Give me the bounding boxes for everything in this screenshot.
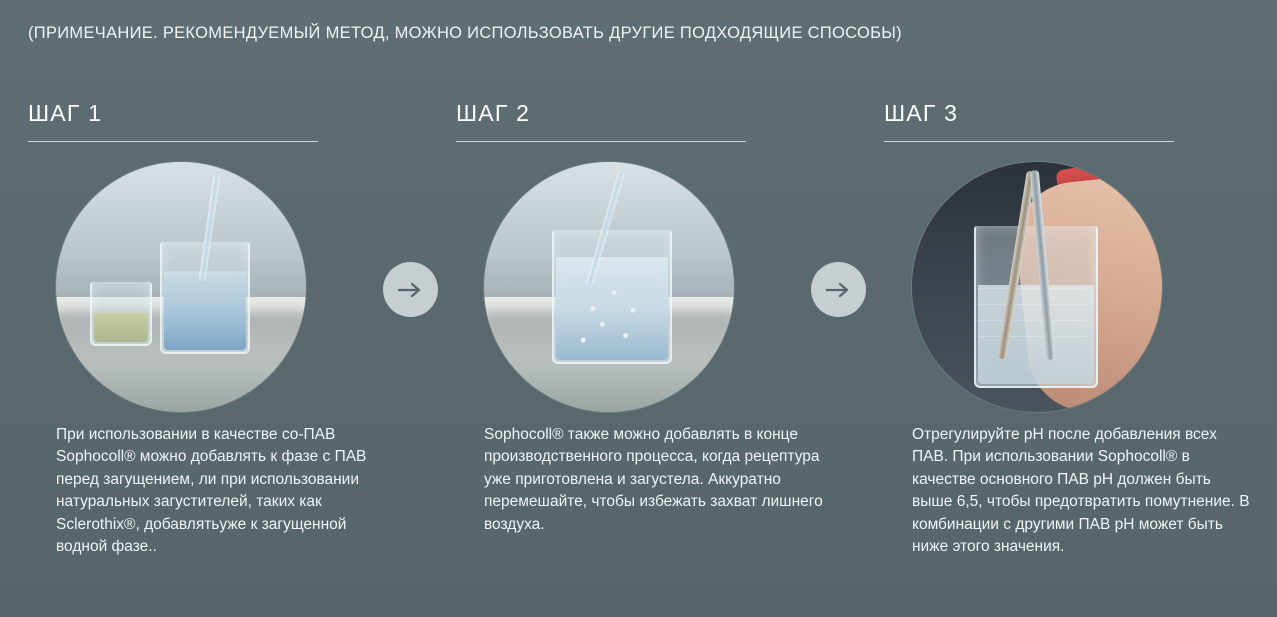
step-card-3 [884,100,1250,556]
lab-scene [56,162,306,412]
steps-row [28,100,1250,556]
step-card-2 [456,100,823,533]
ph-meter-beaker-hand-photo [912,162,1162,412]
large-beaker [552,230,672,364]
beaker-graduations [978,288,1088,352]
step-card-1 [28,100,367,556]
step-divider-3 [884,141,1174,142]
step-title-1: ШАГ 1 [28,100,103,126]
beaker-liquid [164,271,246,350]
small-beaker [90,282,152,346]
two-beakers-pipette-photo [56,162,306,412]
step-title-3: ШАГ 3 [884,100,959,126]
step-title-2: ШАГ 2 [456,100,531,126]
step-caption-3: Отрегулируйте pH после добавления всех ПАВ. При использовании Sophocoll® в качестве основного ПАВ pH должен быть выше 6,5, чтобы предотвратить помутнение. В комбинации с другими ПАВ pH может быть ниже этого значения. [912,426,1250,556]
arrow-right-icon [811,262,866,317]
bubbles [564,277,660,356]
step-caption-2: Sophocoll® также можно добавлять в конце производственного процесса, когда рецептура уже приготовлена и загустела. Аккуратно перемешайте, чтобы избежать захват лишнего воздуха. [484,426,823,533]
step-caption-1: При использовании в качестве со-ПАВ Sophocoll® можно добавлять к фазе с ПАВ перед загущением, ли при использовании натуральных загустителей, таких как Sclerothix®, добавлятьуже к загущенной водной фазе.. [56,426,367,556]
beaker-stirring-rod-photo [484,162,734,412]
note-text: (ПРИМЕЧАНИЕ. РЕКОМЕНДУЕМЫЙ МЕТОД, МОЖНО ИСПОЛЬЗОВАТЬ ДРУГИЕ ПОДХОДЯЩИЕ СПОСОБЫ) [28,24,902,42]
lab-scene-dark [912,162,1162,412]
step-divider-1 [28,141,318,142]
step-divider-2 [456,141,746,142]
step-image-3 [912,162,1162,412]
beaker-liquid [94,313,148,342]
arrow-right-icon [383,262,438,317]
step-image-1 [56,162,306,412]
lab-scene [484,162,734,412]
step-image-2 [484,162,734,412]
